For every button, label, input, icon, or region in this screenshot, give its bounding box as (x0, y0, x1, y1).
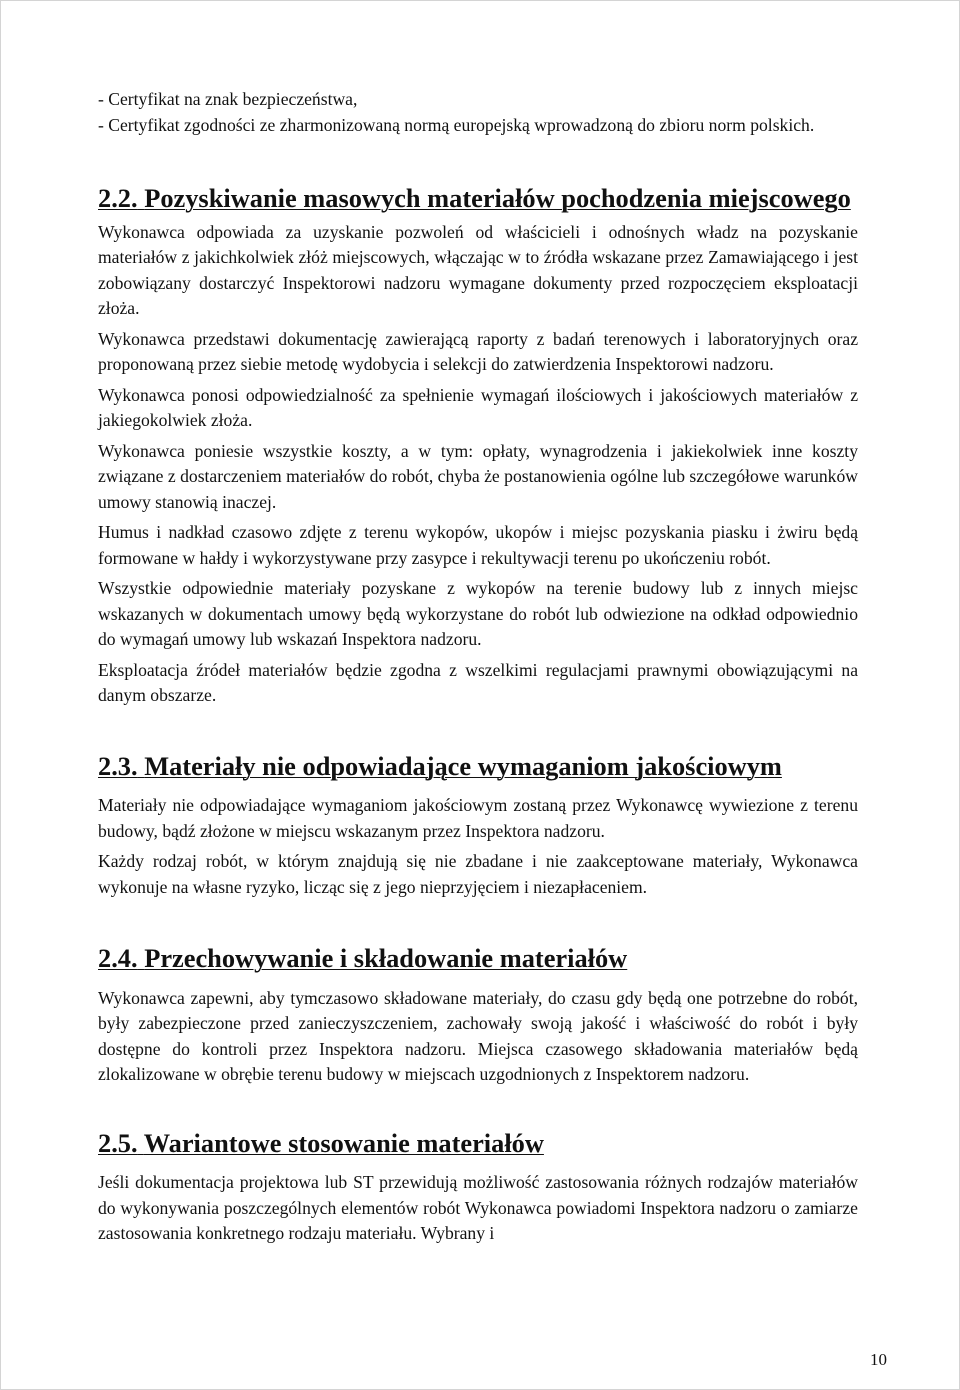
paragraph: Każdy rodzaj robót, w którym znajdują się nie zbadane i nie zaakceptowane materiały, Wykonawca wykonuje na własne ryzyko, licząc się z jego nieprzyjęciem i niezapłaceniem. (98, 851, 858, 897)
paragraph: Wykonawca ponosi odpowiedzialność za spełnienie wymagań ilościowych i jakościowych materiałów z jakiegokolwiek złoża. (98, 384, 858, 430)
section-heading-2-5 (98, 1127, 858, 1158)
paragraph: Wykonawca poniesie wszystkie koszty, a w tym: opłaty, wynagrodzenia i jakiekolwiek inne koszty związane z dostarczeniem materiałów do robót, chyba że postanowienia ogólne lub szczegółowe warunków umowy stanowią inaczej. (98, 440, 858, 512)
paragraph: Wykonawca zapewni, aby tymczasowo składowane materiały, do czasu gdy będą one potrzebne do robót, były zabezpieczone przed zanieczyszczeniem, zachowały swoją jakość i właściwość do robót i były dostępne do kontroli przez Inspektora nadzoru. Miejsca czasowego składowania materiałów będą zlokalizowane w obrębie terenu budowy w miejscach uzgodnionych z Inspektorem nadzoru. (98, 987, 858, 1084)
section-number: 2.3. (98, 750, 138, 781)
paragraph: Eksploatacja źródeł materiałów będzie zgodna z wszelkimi regulacjami prawnymi obowiązującymi na danym obszarze. (98, 659, 858, 705)
section-number: 2.2. (98, 183, 138, 213)
section-title: Przechowywanie i składowanie materiałów (144, 943, 628, 973)
paragraph: Wszystkie odpowiednie materiały pozyskane z wykopów na terenie budowy lub z innych miejsc wskazanych w dokumentach umowy będą wykorzystane do robót lub odwiezione na odkład odpowiednio do wymagań umowy lub wskazań Inspektora nadzoru. (98, 578, 858, 649)
section-title: Materiały nie odpowiadające wymaganiom jakościowym (144, 750, 782, 781)
list-item: - Certyfikat zgodności ze zharmonizowaną normą europejską wprowadzoną do zbioru norm polskich. (98, 114, 815, 135)
section-title: Pozyskiwanie masowych materiałów pochodzenia miejscowego (144, 183, 851, 213)
page-number: 10 (870, 1350, 887, 1369)
paragraph: Materiały nie odpowiadające wymaganiom jakościowym zostaną przez Wykonawcę wywiezione z terenu budowy, bądź złożone w miejscu wskazanym przez Inspektora nadzoru. (98, 795, 858, 841)
paragraph: Wykonawca przedstawi dokumentację zawierającą raporty z badań terenowych i laboratoryjnych oraz proponowaną przez siebie metodę wydobycia i selekcji do zatwierdzenia Inspektorowi nadzoru. (98, 328, 858, 374)
section-title: Wariantowe stosowanie materiałów (143, 1127, 544, 1158)
section-heading-2-3 (98, 750, 858, 781)
paragraph: Jeśli dokumentacja projektowa lub ST przewidują możliwość zastosowania różnych rodzajów materiałów do wykonywania poszczególnych elementów robót Wykonawca powiadomi Inspektora nadzoru o zamiarze zastosowania konkretnego rodzaju materiału. Wybrany i (98, 1172, 858, 1243)
page-content (98, 87, 858, 1252)
section-heading-2-4 (98, 943, 858, 973)
paragraph: Humus i nadkład czasowo zdjęte z terenu wykopów, ukopów i miejsc pozyskania piasku i żwiru będą formowane w hałdy i wykorzystywane przy zasypce i rekultywacji terenu po ukończeniu robót. (98, 522, 858, 568)
paragraph: Wykonawca odpowiada za uzyskanie pozwoleń od właścicieli i odnośnych władz na pozyskanie materiałów z jakichkolwiek złóż miejscowych, włączając w to źródła wskazane przez Zamawiającego i jest zobowiązany dostarczyć Inspektorowi nadzoru wymagane dokumenty przed rozpoczęciem eksploatacji złoża. (98, 221, 858, 318)
section-number: 2.5. (98, 1127, 138, 1158)
certificate-list (98, 87, 858, 138)
section-number: 2.4. (98, 943, 138, 973)
list-item: - Certyfikat na znak bezpieczeństwa, (98, 89, 358, 109)
section-heading-2-2 (98, 183, 858, 213)
